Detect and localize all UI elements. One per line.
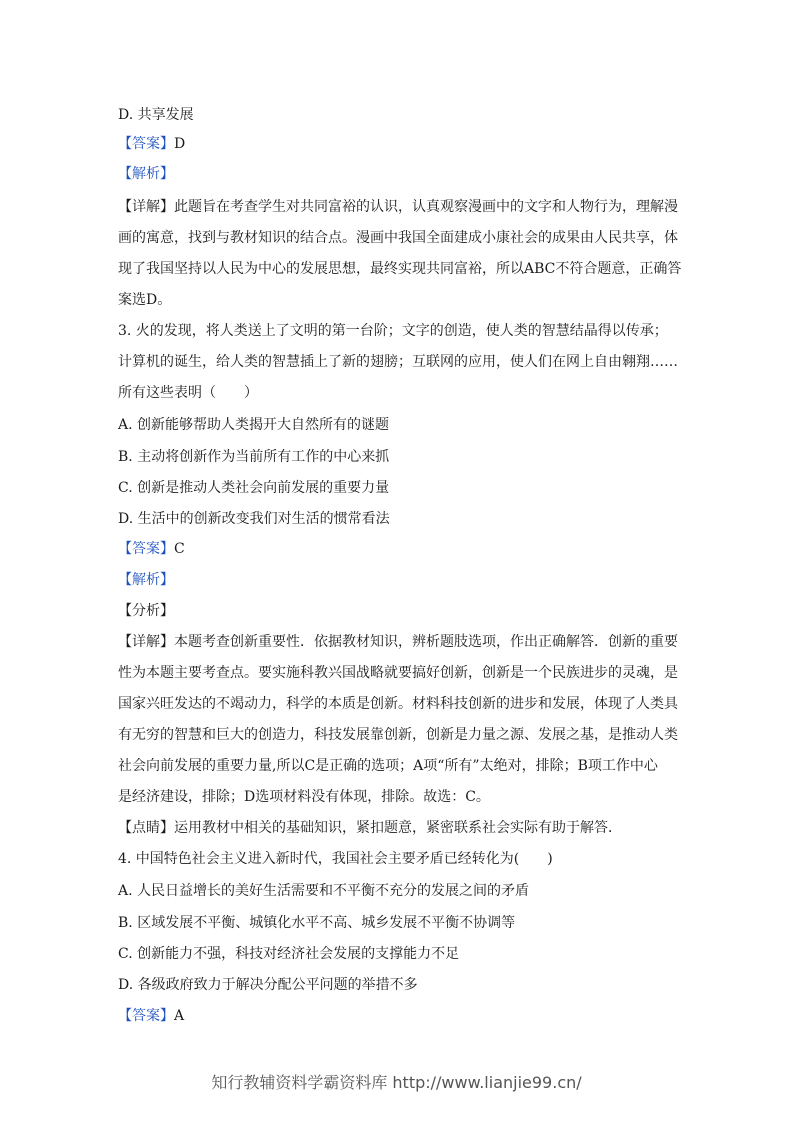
q3-detail-line: 有无穷的智慧和巨大的创造力，科技发展靠创新，创新是力量之源、发展之基，是推动人类 (118, 727, 678, 743)
q3-option-b: B. 主动将创新作为当前所有工作的中心来抓 (118, 449, 390, 465)
analysis-tag: 【解析】 (118, 166, 174, 182)
analysis-tag: 【解析】 (118, 572, 174, 588)
q3-analysis-heading (118, 570, 718, 590)
q2-analysis-heading (118, 164, 718, 184)
q3-dianjing: 【点睛】运用教材中相关的基础知识，紧扣题意，紧密联系社会实际有助于解答． (118, 820, 622, 836)
q3-detail-line: 国家兴旺发达的不竭动力，科学的本质是创新。材料科技创新的进步和发展，体现了人类具 (118, 696, 678, 712)
answer-tag: 【答案】 (118, 541, 174, 557)
q3-stem-line: 所有这些表明（ ） (118, 385, 258, 401)
answer-tag: 【答案】 (118, 136, 174, 152)
q3-detail-line: 是经济建设，排除；D选项材料没有体现，排除。故选：C。 (118, 789, 490, 805)
q3-answer (118, 539, 718, 559)
q2-detail-line: 现了我国坚持以人民为中心的发展思想，最终实现共同富裕，所以ABC不符合题意，正确答 (118, 261, 682, 277)
answer-value: C (174, 541, 185, 557)
answer-value: D (174, 136, 186, 152)
page-footer-watermark: 知行教辅资料学霸资料库 http://www.lianjie99.cn/ (211, 1073, 582, 1092)
q3-detail-line: 性为本题主要考查点。要实施科教兴国战略就要搞好创新，创新是一个民族进步的灵魂，是 (118, 665, 678, 681)
q2-detail-line: 案选D。 (118, 292, 172, 308)
q4-option-a: A. 人民日益增长的美好生活需要和不平衡不充分的发展之间的矛盾 (118, 883, 530, 899)
q3-detail-line: 【详解】本题考查创新重要性．依据教材知识，辨析题肢选项，作出正确解答．创新的重要 (118, 634, 678, 650)
q3-fenxi-heading: 【分析】 (118, 603, 174, 619)
dianjing-tag: 【点睛】 (118, 820, 174, 836)
answer-tag: 【答案】 (118, 1008, 174, 1024)
q2-answer (118, 134, 718, 154)
q2-detail-line: 画的寓意，找到与教材知识的结合点。漫画中我国全面建成小康社会的成果由人民共享，体 (118, 230, 678, 246)
q3-stem-line: 计算机的诞生，给人类的智慧插上了新的翅膀；互联网的应用，使人们在网上自由翱翔…… (118, 354, 678, 370)
q3-option-d: D. 生活中的创新改变我们对生活的惯常看法 (118, 511, 390, 527)
q3-stem-line: 3. 火的发现，将人类送上了文明的第一台阶；文字的创造，使人类的智慧结晶得以传承； (118, 323, 668, 339)
q4-answer (118, 1006, 718, 1026)
answer-value: A (174, 1008, 185, 1024)
q3-option-a: A. 创新能够帮助人类揭开大自然所有的谜题 (118, 417, 390, 433)
q4-option-d: D. 各级政府致力于解决分配公平问题的举措不多 (118, 977, 418, 993)
q4-stem: 4. 中国特色社会主义进入新时代，我国社会主要矛盾已经转化为( ) (118, 851, 553, 867)
q3-option-c: C. 创新是推动人类社会向前发展的重要力量 (118, 480, 390, 496)
detail-tag: 【详解】 (118, 199, 174, 215)
detail-tag: 【详解】 (118, 634, 174, 650)
q3-detail-line: 社会向前发展的重要力量,所以C是正确的选项；A项“所有”太绝对，排除；B项工作中心 (118, 758, 658, 774)
q2-detail-line: 【详解】此题旨在考查学生对共同富裕的认识，认真观察漫画中的文字和人物行为，理解漫 (118, 199, 678, 215)
q4-option-c: C. 创新能力不强，科技对经济社会发展的支撑能力不足 (118, 946, 460, 962)
q2-option-d: D. 共享发展 (118, 107, 194, 123)
q4-option-b: B. 区域发展不平衡、城镇化水平不高、城乡发展不平衡不协调等 (118, 915, 516, 931)
